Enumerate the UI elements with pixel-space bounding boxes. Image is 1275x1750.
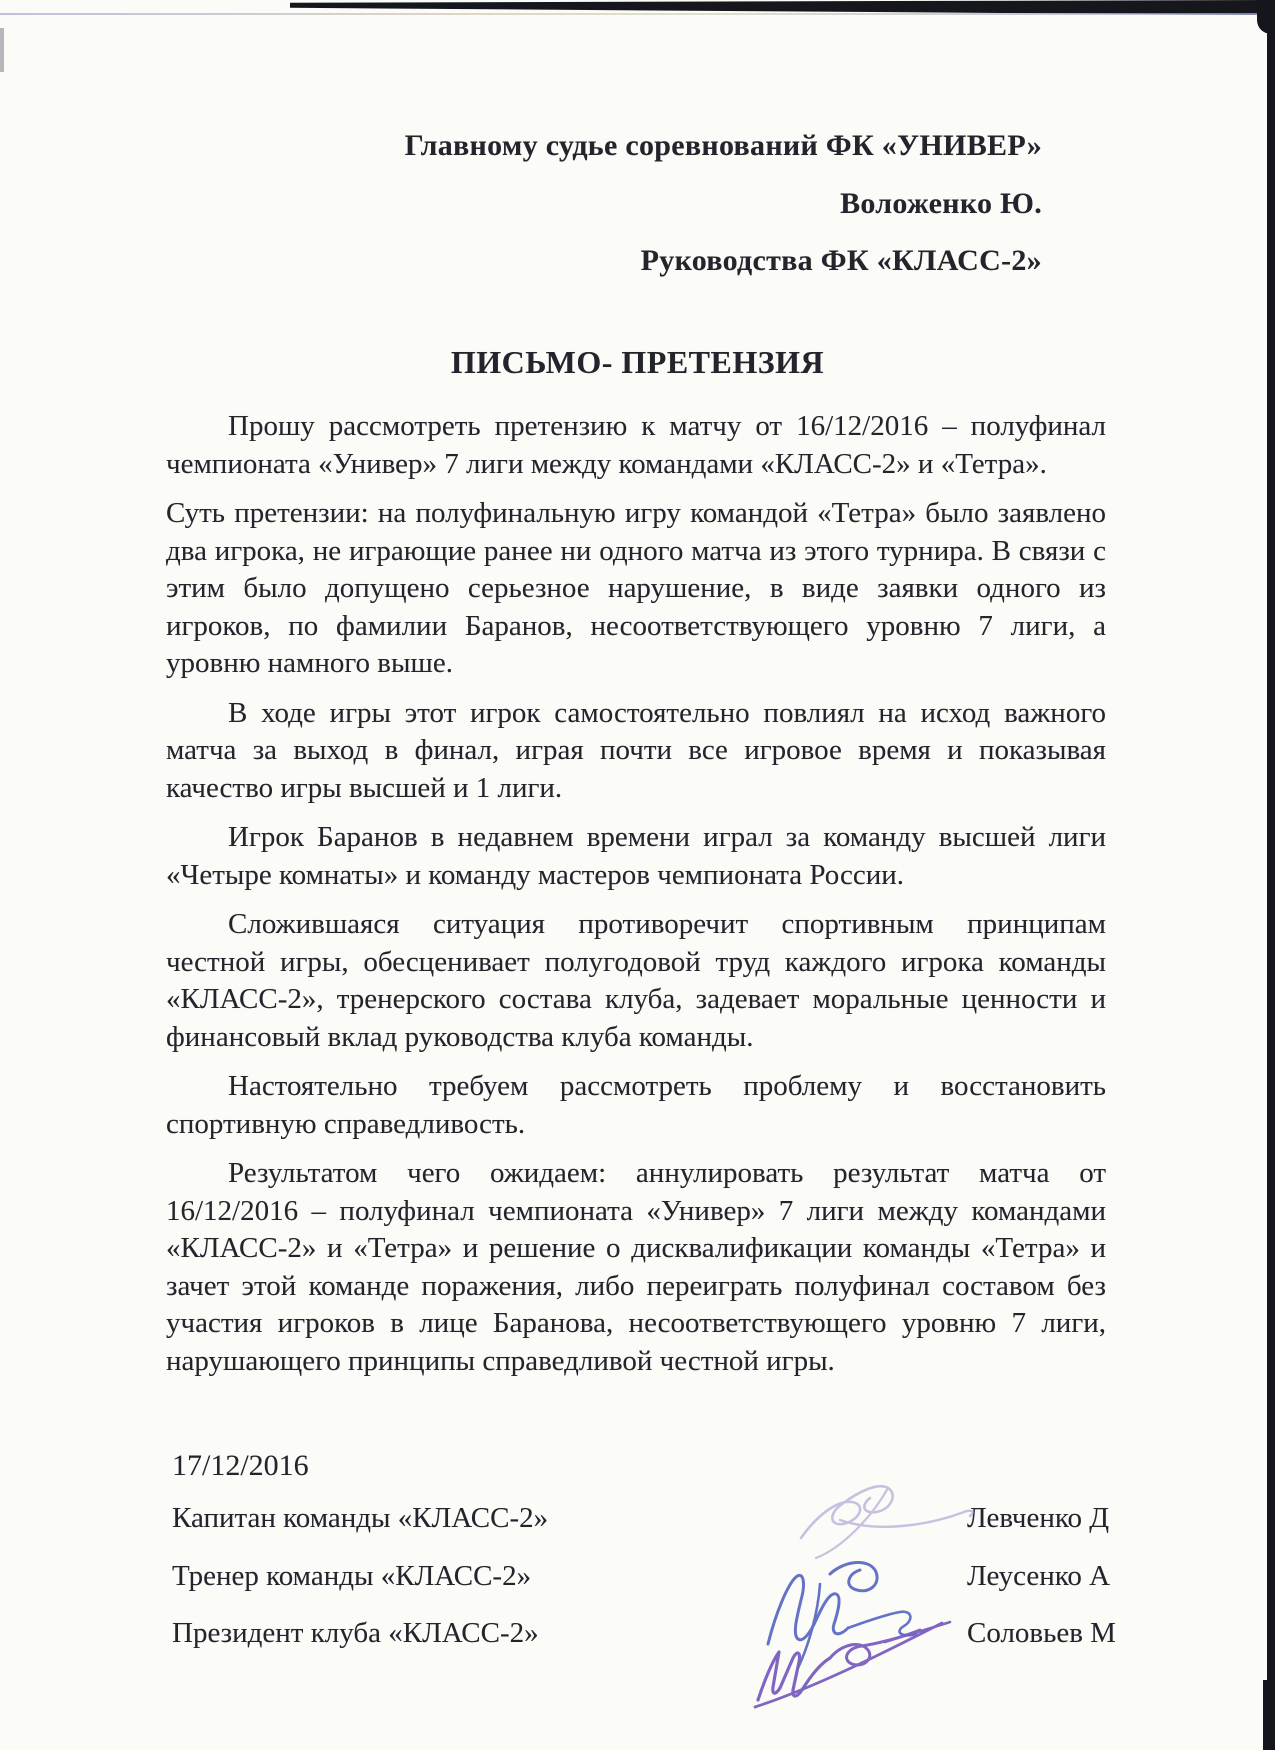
- paragraph: Сложившаяся ситуация противоречит спортивным принципам честной игры, обесценивает полугодовой труд каждого игрока команды «КЛАСС-2», тренерского состава клуба, задевает моральные ценности и финансовый вклад руководства клуба команды.: [166, 908, 1106, 1053]
- scan-right-edge-artifact: [1267, 9, 1275, 1750]
- signature-leusenko-icon: [768, 1562, 916, 1668]
- recipient-line: Руководства ФК «КЛАСС-2»: [640, 244, 1042, 277]
- signature-soloviev-icon: [755, 1622, 950, 1707]
- letter-title: ПИСЬМО- ПРЕТЕНЗИЯ: [450, 344, 825, 380]
- handwritten-signatures: [680, 1462, 1020, 1750]
- recipient-line: Воложенко Ю.: [840, 186, 1042, 220]
- scan-top-right-corner-artifact: [1257, 0, 1275, 34]
- paragraph: Прошу рассмотреть претензию к матчу от 16/12/2016 – полуфинал чемпионата «Универ» 7 лиги между командами «КЛАСС-2» и «Тетра».: [166, 410, 1106, 480]
- recipient-block: [405, 117, 1042, 290]
- paragraph: Суть претензии: на полуфинальную игру командой «Тетра» было заявлено два игрока, не играющие ранее ни одного матча из этого турнира. В связи с этим было допущено серьезное нарушение, в виде заявки одного из игроков, по фамилии Баранов, несоответствующего уровню 7 лиги, а уровню намного выше.: [166, 497, 1106, 679]
- letter-body: [166, 408, 1106, 1392]
- paragraph: Настоятельно требуем рассмотреть проблему и восстановить спортивную справедливость.: [166, 1070, 1106, 1140]
- paragraph: Результатом чего ожидаем: аннулировать результат матча от 16/12/2016 – полуфинал чемпионата «Универ» 7 лиги между командами «КЛАСС-2» и «Тетра» и решение о дисквалификации команды «Тетра» и зачет этой команде поражения, либо переиграть полуфинал составом без участия игроков в лице Баранова, несоответствующего уровню 7 лиги, нарушающего принципы справедливой честной игры.: [166, 1157, 1106, 1377]
- signer-role: Тренер команды «КЛАСС-2»: [172, 1559, 532, 1592]
- scan-left-edge-artifact: [0, 28, 4, 72]
- signer-name: Леусенко А: [967, 1559, 1111, 1592]
- recipient-line: Главному судье соревнований ФК «УНИВЕР»: [404, 129, 1042, 162]
- signer-name: Соловьев М: [967, 1617, 1116, 1649]
- scan-top-line-artifact: [0, 13, 1275, 15]
- signer-role: Президент клуба «КЛАСС-2»: [172, 1617, 539, 1649]
- paragraph: Игрок Баранов в недавнем времени играл за команду высшей лиги «Четыре комнаты» и команду мастеров чемпионата России.: [166, 821, 1106, 891]
- signer-role: Капитан команды «КЛАСС-2»: [172, 1502, 549, 1534]
- paragraph: В ходе игры этот игрок самостоятельно повлиял на исход важного матча за выход в финал, играя почти все игровое время и показывая качество игры высшей и 1 лиги.: [166, 696, 1106, 804]
- scan-right-bottom-artifact: [1263, 1680, 1275, 1750]
- letter-date: 17/12/2016: [172, 1449, 309, 1482]
- signer-name: Левченко Д: [967, 1502, 1110, 1534]
- signature-levchenko-icon: [801, 1486, 973, 1558]
